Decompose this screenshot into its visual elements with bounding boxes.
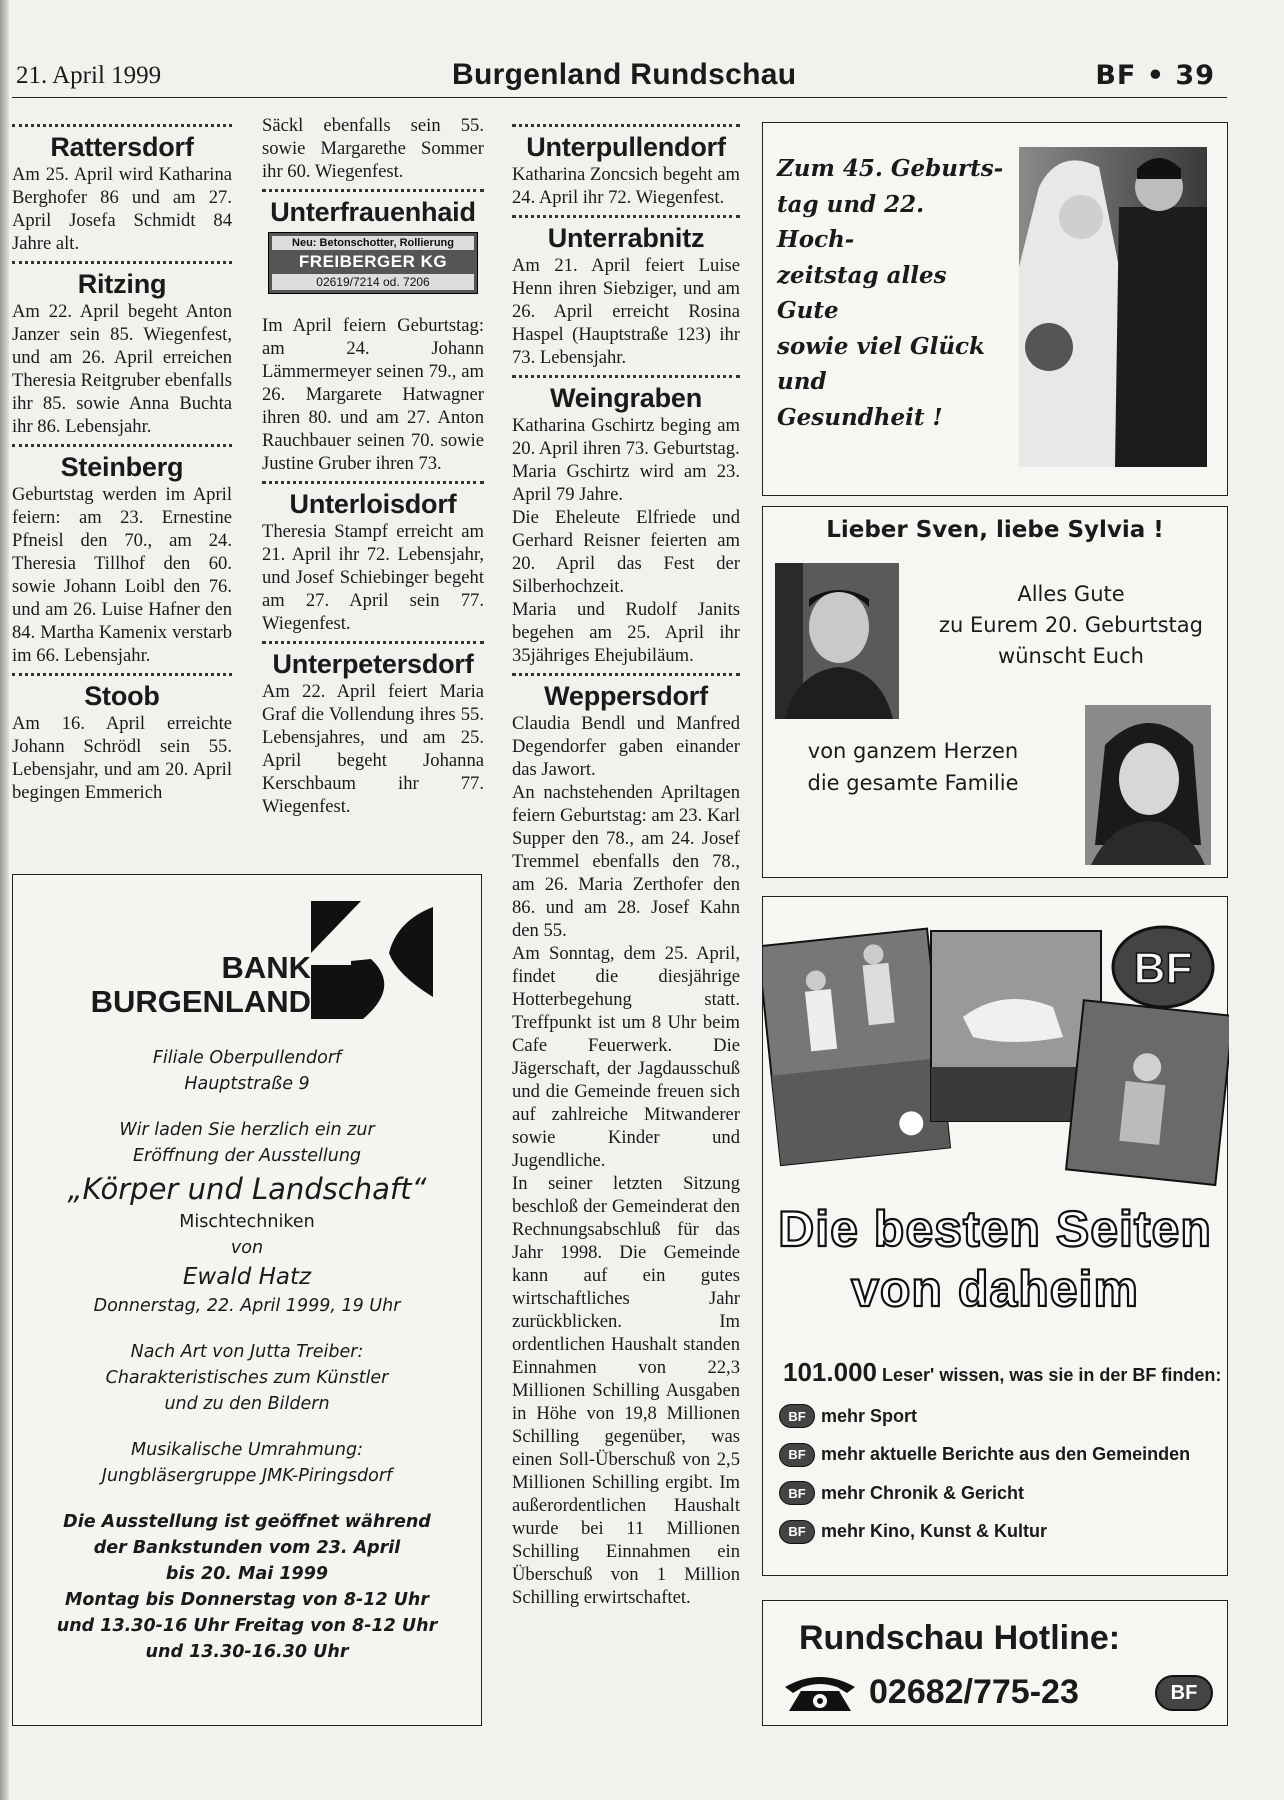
article-text: Die Eheleute Elfriede und Gerhard Reisner feierten am 20. April das Fest der Silberhochzeit. — [512, 507, 740, 597]
bf-badge-icon: BF — [779, 1443, 815, 1467]
dotted-divider — [12, 673, 232, 676]
greeting-line: Gesundheit ! — [777, 403, 943, 431]
greeting-line: und — [777, 368, 827, 395]
greeting-signoff — [763, 735, 1063, 799]
telephone-icon — [781, 1673, 859, 1713]
bank-name-line2: BURGENLAND — [90, 984, 311, 1019]
bank-branch: Filiale Oberpullendorf — [152, 1048, 342, 1068]
article-text: Säckl ebenfalls sein 55. sowie Margarethe Sommer ihr 60. Wiegenfest. — [262, 115, 484, 182]
article-text: Theresia Stampf erreicht am 21. April ihr 72. Lebensjahr, und Josef Schiebinger begeht am 27. April sein 77. Wiegenfest. — [262, 521, 484, 634]
village-heading: Rattersdorf — [50, 132, 194, 162]
greeting-line: Zum 45. Geburts- — [777, 155, 1004, 182]
village-heading: Unterloisdorf — [289, 489, 457, 519]
list-item-label: mehr Sport — [821, 1405, 918, 1426]
exhibition-title: „Körper und Landschaft“ — [67, 1172, 427, 1206]
greeting-line: Alles Gute — [1017, 582, 1125, 606]
article-text: Am 22. April begeht Anton Janzer sein 85. Wiegenfest, und am 26. April erreichen Theresia Reitgruber ebenfalls ihr 85. sowie Anna Buchta ihr 86. Lebensjahr. — [12, 301, 232, 437]
dotted-divider — [512, 124, 740, 127]
hours-line3: und 13.30-16.30 Uhr — [145, 1642, 349, 1662]
dotted-divider — [262, 481, 484, 484]
article-text: Maria und Rudolf Janits begehen am 25. April ihr 35jähriges Ehejubiläum. — [512, 599, 740, 666]
header-page-number: BF • 39 — [1095, 60, 1215, 91]
readership-count: 101.000 — [783, 1357, 877, 1387]
bf-badge-icon: BF — [779, 1481, 815, 1505]
freiberger-ad — [268, 232, 478, 294]
village-heading: Weingraben — [549, 383, 703, 413]
column-1 — [12, 118, 232, 804]
bank-address: Hauptstraße 9 — [184, 1074, 310, 1094]
article-text: Katharina Gschirtz beging am 20. April ihren 73. Geburtstag. — [512, 415, 740, 459]
open-line2: der Bankstunden vom 23. April — [93, 1538, 401, 1558]
dotted-divider — [262, 641, 484, 644]
bank-ad-body — [13, 1045, 481, 1665]
dotted-divider — [12, 444, 232, 447]
bf-badge-icon: BF — [779, 1404, 815, 1428]
talk-line3: und zu den Bildern — [164, 1394, 330, 1414]
article-text: Im April feiern Geburtstag: am 24. Johann Lämmermeyer seinen 79., am 26. Margarete Hatwagner ihren 80. und am 27. Anton Rauchbauer seinen 70. sowie Justine Gruber ihren 73. — [262, 315, 484, 474]
portrait-photo-sylvia — [1085, 705, 1211, 865]
article-text: Katharina Zoncsich begeht am 24. April ihr 72. Wiegenfest. — [512, 164, 740, 208]
bf-badge-icon: BF — [1155, 1675, 1213, 1711]
bf-headline-line2: von daheim — [851, 1261, 1139, 1317]
bank-invite-line2: Eröffnung der Ausstellung — [132, 1146, 362, 1166]
hotline-ad — [762, 1600, 1228, 1726]
hotline-number: 02682/775-23 — [869, 1673, 1079, 1711]
header-date: 21. April 1999 — [16, 62, 162, 89]
greeting-body — [913, 579, 1229, 672]
talk-line2: Charakteristisches zum Künstler — [105, 1368, 389, 1388]
wedding-photo — [1019, 147, 1207, 467]
bf-badge-icon: BF — [779, 1520, 815, 1544]
village-heading: Ritzing — [77, 269, 167, 299]
exhibition-date: Donnerstag, 22. April 1999, 19 Uhr — [93, 1296, 401, 1316]
exhibition-by: von — [230, 1238, 264, 1258]
photo-collage — [763, 897, 1229, 1191]
greeting-line: wünscht Euch — [998, 644, 1144, 668]
bank-name-line1: BANK — [221, 950, 311, 985]
bf-benefit-list — [779, 1397, 1219, 1551]
greeting-line: tag und 22. Hoch- — [777, 190, 925, 253]
article-text: Am 16. April erreichte Johann Schrödl sein 55. Lebensjahr, und am 20. April begingen Emmerich — [12, 713, 232, 803]
header-title: Burgenland Rundschau — [452, 58, 797, 91]
exhibition-technique: Mischtechniken — [179, 1212, 315, 1232]
bf-promo-ad — [762, 896, 1228, 1576]
village-heading: Weppersdorf — [544, 681, 708, 711]
greeting-line: die gesamte Familie — [807, 771, 1019, 795]
greeting-line: zu Eurem 20. Geburtstag — [939, 613, 1203, 637]
dotted-divider — [12, 124, 232, 127]
dotted-divider — [262, 189, 484, 192]
article-text: Am 22. April feiert Maria Graf die Vollendung ihres 55. Lebensjahres, und am 25. April begeht Johanna Kerschbaum ihr 77. Wiegenfest. — [262, 681, 484, 817]
village-heading: Stoob — [84, 681, 160, 711]
open-line3: bis 20. Mai 1999 — [165, 1564, 329, 1584]
greeting-line: zeitstag alles Gute — [777, 261, 947, 324]
greeting-line: von ganzem Herzen — [807, 739, 1019, 763]
open-line1: Die Ausstellung ist geöffnet während — [63, 1512, 431, 1532]
ad-phone: 02619/7214 od. 7206 — [272, 274, 474, 290]
article-text: Claudia Bendl und Manfred Degendorfer gaben einander das Jawort. — [512, 713, 740, 780]
column-2 — [262, 115, 484, 818]
list-item — [779, 1436, 1219, 1475]
village-heading: Unterfrauenhaid — [270, 197, 476, 227]
village-heading: Steinberg — [60, 452, 184, 482]
portrait-photo-sven — [775, 563, 899, 719]
list-item — [779, 1513, 1219, 1552]
hours-line1: Montag bis Donnerstag von 8-12 Uhr — [64, 1590, 430, 1610]
hotline-title: Rundschau Hotline: — [799, 1619, 1121, 1657]
hours-line2: und 13.30-16 Uhr Freitag von 8-12 Uhr — [56, 1616, 438, 1636]
article-text: Geburtstag werden im April feiern: am 23. Ernestine Pfneisl den 70., am 24. Theresia Tillhof den 60. sowie Johann Loibl den 76. und am 26. Luise Hafner den 84. Martha Kamenix verstarb im 66. Lebensjahr. — [12, 484, 232, 666]
greeting-title: Lieber Sven, liebe Sylvia ! — [826, 517, 1164, 543]
ad-company: FREIBERGER KG — [298, 252, 448, 271]
list-item-label: mehr aktuelle Berichte aus den Gemeinden — [821, 1444, 1191, 1465]
bf-logo: BF — [1133, 944, 1193, 993]
dotted-divider — [512, 673, 740, 676]
village-heading: Unterrabnitz — [547, 223, 705, 253]
bank-name — [61, 951, 311, 1019]
artist-name: Ewald Hatz — [182, 1264, 312, 1290]
bf-headline — [763, 1199, 1227, 1319]
newspaper-page — [12, 0, 1240, 1800]
column-3 — [512, 118, 740, 1609]
page-header — [12, 58, 1227, 98]
anniversary-greeting-ad — [762, 122, 1228, 496]
talk-line1: Nach Art von Jutta Treiber: — [130, 1342, 364, 1362]
article-text: Maria Gschirtz wird am 23. April 79 Jahre. — [512, 461, 740, 505]
article-text: Am 21. April feiert Luise Henn ihren Siebziger, und am 26. April erreicht Rosina Haspel (Hauptstraße 123) ihr 73. Lebensjahr. — [512, 255, 740, 368]
bank-burgenland-ad — [12, 874, 482, 1726]
bank-logo-icon — [311, 901, 433, 1019]
bank-invite-line1: Wir laden Sie herzlich ein zur — [119, 1120, 375, 1140]
page-binding-edge — [0, 0, 9, 1800]
music-line1: Musikalische Umrahmung: — [130, 1440, 363, 1460]
ad-line-1: Neu: Betonschotter, Rollierung — [272, 236, 474, 250]
list-item — [779, 1474, 1219, 1513]
article-text: Am Sonntag, dem 25. April, findet die diesjährige Hotterbegehung statt. Treffpunkt ist um 8 Uhr beim Cafe Feuerwerk. Die Jägerschaft, der Jagdausschuß und die Gemeinde freuen sich auf zahlreiche Mitwanderer sowie Kinder und Jugendliche. — [512, 943, 740, 1171]
dotted-divider — [12, 261, 232, 264]
list-item-label: mehr Chronik & Gericht — [821, 1482, 1025, 1503]
greeting-line: sowie viel Glück — [777, 332, 985, 360]
article-text: Am 25. April wird Katharina Berghofer 86 und am 27. April Josefa Schmidt 84 Jahre alt. — [12, 164, 232, 254]
readership-line — [783, 1357, 1221, 1388]
birthday-greeting-ad — [762, 506, 1228, 878]
village-heading: Unterpullendorf — [526, 132, 726, 162]
village-heading: Unterpetersdorf — [272, 649, 474, 679]
article-text: In seiner letzten Sitzung beschloß der Gemeinderat den Rechnungsabschluß für das Jahr 1998. Die Gemeinde kann auf ein gutes wirtschaftliches Jahr zurückblicken. Im ordentlichen Haushalt standen Einnahmen von 22,3 Millionen Schilling Ausgaben in Höhe von 19,8 Millionen Schilling gegenüber, was einen Soll-Überschuß von 2,5 Millionen Schilling ergibt. Im außerordentlichen Haushalt wurde bei 11 Millionen Schilling Einnahmen ein Überschuß von 1 Million Schilling erwirtschaftet. — [512, 1173, 740, 1608]
dotted-divider — [512, 375, 740, 378]
dotted-divider — [512, 215, 740, 218]
greeting-text — [777, 151, 1009, 435]
list-item — [779, 1397, 1219, 1436]
list-item-label: mehr Kino, Kunst & Kultur — [821, 1521, 1047, 1542]
readership-text: Leser' wissen, was sie in der BF finden: — [882, 1365, 1222, 1385]
article-text: An nachstehenden Apriltagen feiern Geburtstag: am 23. Karl Supper den 78., am 24. Josef Tremmel ebenfalls den 78., am 26. Maria Zerthofer den 86. und am 28. Josef Kahn den 55. — [512, 782, 740, 941]
bf-headline-line1: Die besten Seiten — [778, 1201, 1212, 1257]
music-line2: Jungbläsergruppe JMK-Piringsdorf — [101, 1466, 393, 1486]
